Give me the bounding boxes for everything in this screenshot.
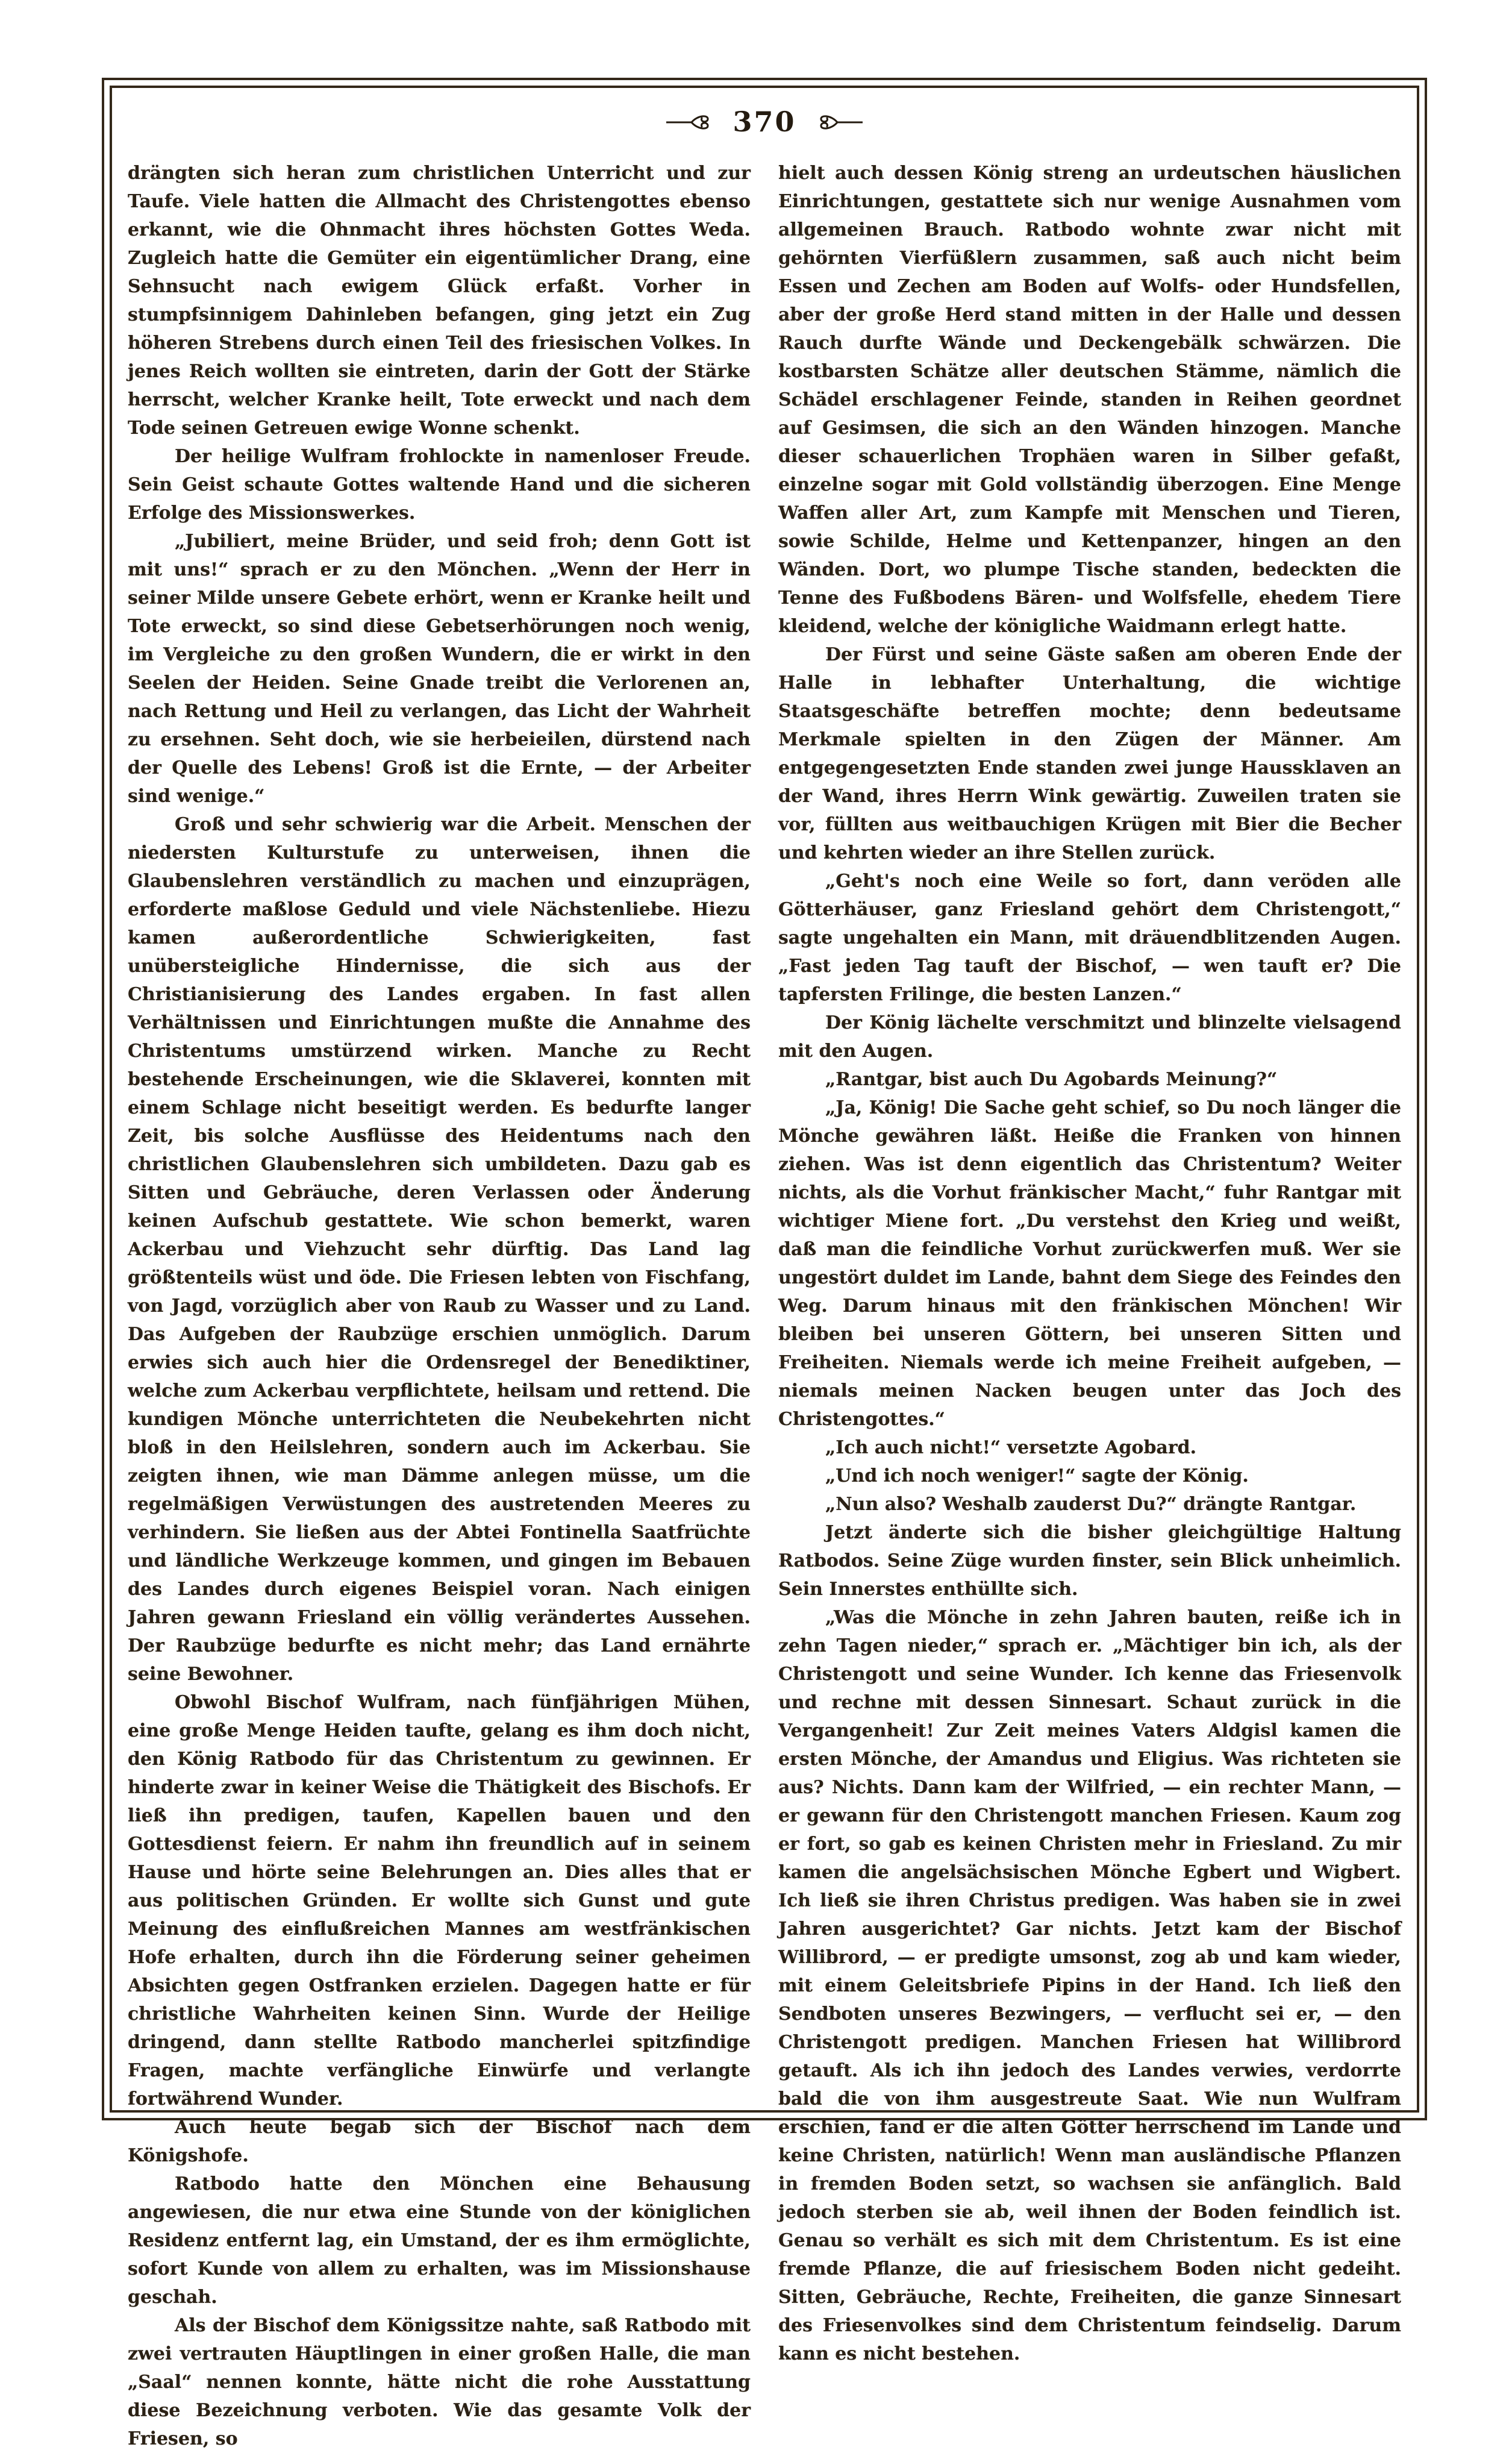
paragraph: „Ja, König! Die Sache geht schief, so Du noch länger die Mönche gewähren läßt. Heiße die Franken von hinnen ziehen. Was ist denn eigentlich das Christentum? Weiter nichts, als die Vorhut fränkischer Macht,“ fuhr Rantgar mit wichtiger Miene fort. „Du verstehst den Krieg und weißt, daß man die feindliche Vorhut zurückwerfen muß. Wer sie ungestört duldet im Lande, bahnt dem Siege des Feindes den Weg. Darum hinaus mit den fränkischen Mönchen! Wir bleiben bei unseren Göttern, bei unseren Sitten und Freiheiten. Niemals werde ich meine Freiheit aufgeben, — niemals meinen Nacken beugen unter das Joch des Christengottes.“ [778,1097,1401,1430]
text-column-right [778,159,1401,2453]
running-head [112,105,1417,139]
paragraph: „Was die Mönche in zehn Jahren bauten, reiße ich in zehn Tagen nieder,“ sprach er. „Mächtiger bin ich, als der Christengott und seine Wunder. Ich kenne das Friesenvolk und rechne mit dessen Sinnesart. Schaut zurück in die Vergangenheit! Zur Zeit meines Vaters Aldgisl kamen die ersten Mönche, der Amandus und Eligius. Was richteten sie aus? Nichts. Dann kam der Wilfried, — ein rechter Mann, — er gewann für den Christengott manchen Friesen. Kaum zog er fort, so gab es keinen Christen mehr in Friesland. Zu mir kamen die angelsächsischen Mönche Egbert und Wigbert. Ich ließ sie ihren Christus predigen. Was haben sie in zwei Jahren ausgerichtet? Gar nichts. Jetzt kam der Bischof Willibrord, — er predigte umsonst, zog ab und kam wieder, mit einem Geleitsbriefe Pipins in der Hand. Ich ließ den Sendboten unseres Bezwingers, — verflucht sei er, — den Christengott predigen. Manchen Friesen hat Willibrord getauft. Als ich ihn jedoch des Landes verwies, verdorrte bald die von ihm ausgestreute Saat. Wie nun Wulfram erschien, fand er die alten Götter herrschend im Lande und keine Christen, natürlich! Wenn man ausländische Pflanzen in fremden Boden setzt, so wachsen sie anfänglich. Bald jedoch sterben sie ab, weil ihnen der Boden feindlich ist. Genau so verhält es sich mit dem Christentum. Es ist eine fremde Pflanze, die auf friesischem Boden nicht gedeiht. Sitten, Gebräuche, Rechte, Freiheiten, die ganze Sinnesart des Friesenvolkes sind dem Christentum feindselig. Darum kann es nicht bestehen. [778,1607,1401,2364]
paragraph: „Und ich noch weniger!“ sagte der König. [825,1465,1249,1487]
paragraph: Als der Bischof dem Königssitze nahte, saß Ratbodo mit zwei vertrauten Häuptlingen in einer großen Halle, die man „Saal“ nennen konnte, hätte nicht die rohe Ausstattung diese Bezeichnung verboten. Wie das gesamte Volk der Friesen, so [128,2315,751,2449]
paragraph: Der Fürst und seine Gäste saßen am oberen Ende der Halle in lebhafter Unterhaltung, die wichtige Staatsgeschäfte betreffen mochte; denn bedeutsame Merkmale spielten in den Zügen der Männer. Am entgegengesetzten Ende standen zwei junge Haussklaven an der Wand, ihres Herrn Wink gewärtig. Zuweilen traten sie vor, füllten aus weitbauchigen Krügen mit Bier die Becher und kehrten wieder an ihre Stellen zurück. [778,644,1401,863]
fleuron-right-icon [817,113,864,131]
paragraph: drängten sich heran zum christlichen Unterricht und zur Taufe. Viele hatten die Allmacht des Christengottes ebenso erkannt, wie die Ohnmacht ihres höchsten Gottes Weda. Zugleich hatte die Gemüter ein eigentümlicher Drang, eine Sehnsucht nach ewigem Glück erfaßt. Vorher in stumpfsinnigem Dahinleben befangen, ging jetzt ein Zug höheren Strebens durch einen Teil des friesischen Volkes. In jenes Reich wollten sie eintreten, darin der Gott der Stärke herrscht, welcher Kranke heilt, Tote erweckt und nach dem Tode seinen Getreuen ewige Wonne schenkt. [128,163,751,439]
paragraph: Obwohl Bischof Wulfram, nach fünfjährigen Mühen, eine große Menge Heiden taufte, gelang es ihm doch nicht, den König Ratbodo für das Christentum zu gewinnen. Er hinderte zwar in keiner Weise die Thätigkeit des Bischofs. Er ließ ihn predigen, taufen, Kapellen bauen und den Gottesdienst feiern. Er nahm ihn freundlich auf in seinem Hause und hörte seine Belehrungen an. Dies alles that er aus politischen Gründen. Er wollte sich Gunst und gute Meinung des einflußreichen Mannes am westfränkischen Hofe erhalten, durch ihn die Förderung seiner geheimen Absichten gegen Ostfranken erzielen. Dagegen hatte er für christliche Wahrheiten keinen Sinn. Wurde der Heilige dringend, dann stellte Ratbodo mancherlei spitzfindige Fragen, machte verfängliche Einwürfe und verlangte fortwährend Wunder. [128,1692,751,2110]
page-frame [110,86,1419,2449]
paragraph: Ratbodo hatte den Mönchen eine Behausung angewiesen, die nur etwa eine Stunde von der königlichen Residenz entfernt lag, ein Umstand, der es ihm ermöglichte, sofort Kunde von allem zu erhalten, was im Missionshause geschah. [128,2173,751,2308]
text-column-left [128,159,751,2453]
text-columns [112,139,1417,2453]
paragraph: „Rantgar, bist auch Du Agobards Meinung?“ [825,1069,1278,1090]
paragraph: Groß und sehr schwierig war die Arbeit. Menschen der niedersten Kulturstufe zu unterweisen, ihnen die Glaubenslehren verständlich zu machen und einzuprägen, erforderte maßlose Geduld und viele Nächstenliebe. Hiezu kamen außerordentliche Schwierigkeiten, fast unübersteigliche Hindernisse, die sich aus der Christianisierung des Landes ergaben. In fast allen Verhältnissen und Einrichtungen mußte die Annahme des Christentums umstürzend wirken. Manche zu Recht bestehende Erscheinungen, wie die Sklaverei, konnten mit einem Schlage nicht beseitigt werden. Es bedurfte langer Zeit, bis solche Ausflüsse des Heidentums nach den christlichen Glaubenslehren sich umbildeten. Dazu gab es Sitten und Gebräuche, deren Verlassen oder Änderung keinen Aufschub gestattete. Wie schon bemerkt, waren Ackerbau und Viehzucht sehr dürftig. Das Land lag größtenteils wüst und öde. Die Friesen lebten von Fischfang, von Jagd, vorzüglich aber von Raub zu Wasser und zu Land. Das Aufgeben der Raubzüge erschien unmöglich. Darum erwies sich auch hier die Ordensregel der Benediktiner, welche zum Ackerbau verpflichtete, heilsam und rettend. Die kundigen Mönche unterrichteten die Neubekehrten nicht bloß in den Heilslehren, sondern auch im Ackerbau. Sie zeigten ihnen, wie man Dämme anlegen müsse, um die regelmäßigen Verwüstungen des austretenden Meeres zu verhindern. Sie ließen aus der Abtei Fontinella Saatfrüchte und ländliche Werkzeuge kommen, und gingen im Bebauen des Landes durch eigenes Beispiel voran. Nach einigen Jahren gewann Friesland ein völlig verändertes Aussehen. Der Raubzüge bedurfte es nicht mehr; das Land ernährte seine Bewohner. [128,814,751,1685]
fleuron-left-icon [665,113,712,131]
paragraph: „Geht's noch eine Weile so fort, dann veröden alle Götterhäuser, ganz Friesland gehört dem Christengott,“ sagte ungehalten ein Mann, mit dräuendblitzenden Augen. „Fast jeden Tag tauft der Bischof, — wen tauft er? Die tapfersten Frilinge, die besten Lanzen.“ [778,871,1401,1005]
paragraph: „Jubiliert, meine Brüder, und seid froh; denn Gott ist mit uns!“ sprach er zu den Mönchen. „Wenn der Herr in seiner Milde unsere Gebete erhört, wenn er Kranke heilt und Tote erweckt, so sind diese Gebetserhörungen noch wenig, im Vergleiche zu den großen Wundern, die er wirkt in den Seelen der Heiden. Seine Gnade treibt die Verlorenen an, nach Rettung und Heil zu verlangen, das Licht der Wahrheit zu ersehnen. Seht doch, wie sie herbeieilen, dürstend nach der Quelle des Lebens! Groß ist die Ernte, — der Arbeiter sind wenige.“ [128,531,751,807]
paragraph: Auch heute begab sich der Bischof nach dem Königshofe. [128,2117,751,2166]
paragraph: Der heilige Wulfram frohlockte in namenloser Freude. Sein Geist schaute Gottes waltende Hand und die sicheren Erfolge des Missionswerkes. [128,446,751,524]
paragraph: Jetzt änderte sich die bisher gleichgültige Haltung Ratbodos. Seine Züge wurden finster, sein Blick unheimlich. Sein Innerstes enthüllte sich. [778,1522,1401,1600]
paragraph: Der König lächelte verschmitzt und blinzelte vielsagend mit den Augen. [778,1012,1401,1062]
paragraph: „Nun also? Weshalb zauderst Du?“ drängte Rantgar. [825,1494,1357,1515]
paragraph: hielt auch dessen König streng an urdeutschen häuslichen Einrichtungen, gestattete sich nur wenige Ausnahmen vom allgemeinen Brauch. Ratbodo wohnte zwar nicht mit gehörnten Vierfüßlern zusammen, saß auch nicht beim Essen und Zechen am Boden auf Wolfs- oder Hundsfellen, aber der große Herd stand mitten in der Halle und dessen Rauch durfte Wände und Deckengebälk schwärzen. Die kostbarsten Schätze aller deutschen Stämme, nämlich die Schädel erschlagener Feinde, standen in Reihen geordnet auf Gesimsen, die sich an den Wänden hinzogen. Manche dieser schauerlichen Trophäen waren in Silber gefaßt, einzelne sogar mit Gold vollständig überzogen. Eine Menge Waffen aller Art, zum Kampfe mit Menschen und Tieren, sowie Schilde, Helme und Kettenpanzer, hingen an den Wänden. Dort, wo plumpe Tische standen, bedeckten die Tenne des Fußbodens Bären- und Wolfsfelle, ehedem Tiere kleidend, welche der königliche Waidmann erlegt hatte. [778,163,1401,637]
paragraph: „Ich auch nicht!“ versetzte Agobard. [825,1437,1197,1458]
page-number: 370 [733,105,796,138]
